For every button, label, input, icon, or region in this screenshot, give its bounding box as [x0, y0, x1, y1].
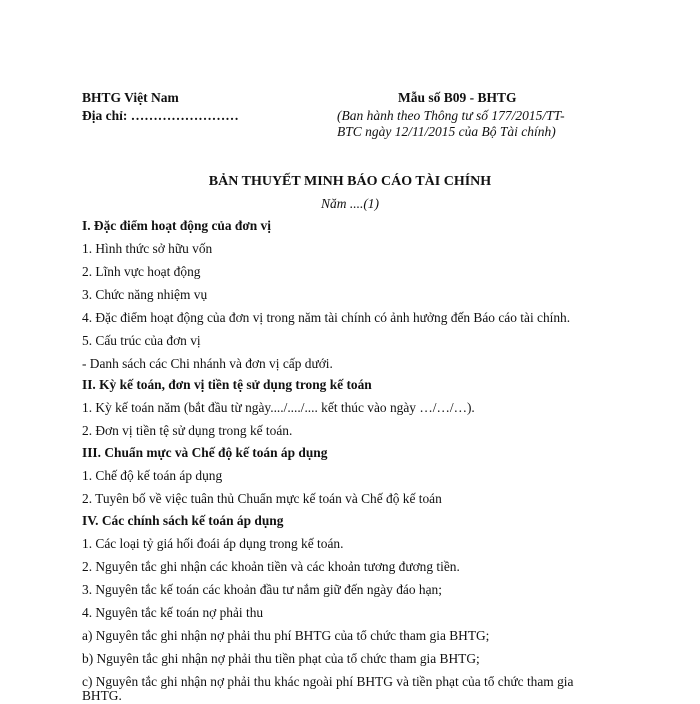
list-item: - Danh sách các Chi nhánh và đơn vị cấp dưới.: [82, 356, 333, 371]
section-heading-4: IV. Các chính sách kế toán áp dụng: [82, 513, 284, 528]
list-item: 2. Lĩnh vực hoạt động: [82, 264, 201, 279]
section-heading-2: II. Kỳ kế toán, đơn vị tiền tệ sử dụng trong kế toán: [82, 377, 372, 392]
list-item: 3. Chức năng nhiệm vụ: [82, 287, 208, 302]
list-item: 3. Nguyên tắc kế toán các khoản đầu tư nắm giữ đến ngày đáo hạn;: [82, 582, 442, 597]
section-heading-1: I. Đặc điểm hoạt động của đơn vị: [82, 218, 271, 233]
org-address: Địa chỉ: ……………………: [82, 108, 239, 123]
list-item: 2. Nguyên tắc ghi nhận các khoản tiền và các khoản tương đương tiền.: [82, 559, 460, 574]
issued-by-line-2: BTC ngày 12/11/2015 của Bộ Tài chính): [337, 124, 556, 139]
list-item: b) Nguyên tắc ghi nhận nợ phải thu tiền phạt của tổ chức tham gia BHTG;: [82, 651, 480, 666]
list-item: 5. Cấu trúc của đơn vị: [82, 333, 201, 348]
issued-by-line-1: (Ban hành theo Thông tư số 177/2015/TT-: [337, 108, 565, 123]
list-item: 2. Đơn vị tiền tệ sử dụng trong kế toán.: [82, 423, 293, 438]
org-name: BHTG Việt Nam: [82, 90, 179, 105]
form-code: Mẫu số B09 - BHTG: [398, 90, 517, 105]
list-item: 1. Các loại tỷ giá hối đoái áp dụng trong kế toán.: [82, 536, 344, 551]
list-item: 2. Tuyên bố về việc tuân thủ Chuẩn mực kế toán và Chế độ kế toán: [82, 491, 442, 506]
list-item: 1. Chế độ kế toán áp dụng: [82, 468, 223, 483]
list-item: 1. Hình thức sở hữu vốn: [82, 241, 213, 256]
document-title: BẢN THUYẾT MINH BÁO CÁO TÀI CHÍNH: [208, 174, 492, 189]
section-heading-3: III. Chuẩn mực và Chế độ kế toán áp dụng: [82, 445, 328, 460]
document-subtitle: Năm ....(1): [320, 196, 380, 211]
list-item: a) Nguyên tắc ghi nhận nợ phải thu phí BHTG của tổ chức tham gia BHTG;: [82, 628, 490, 643]
list-item: 4. Nguyên tắc kế toán nợ phải thu: [82, 605, 264, 620]
list-item: 4. Đặc điểm hoạt động của đơn vị trong năm tài chính có ảnh hưởng đến Báo cáo tài chính.: [82, 310, 571, 325]
list-item: 1. Kỳ kế toán năm (bắt đầu từ ngày..../..../.... kết thúc vào ngày …/…/…).: [82, 400, 475, 415]
list-item: BHTG.: [82, 688, 122, 703]
list-item: c) Nguyên tắc ghi nhận nợ phải thu khác ngoài phí BHTG và tiền phạt của tổ chức tham gia: [82, 674, 574, 689]
